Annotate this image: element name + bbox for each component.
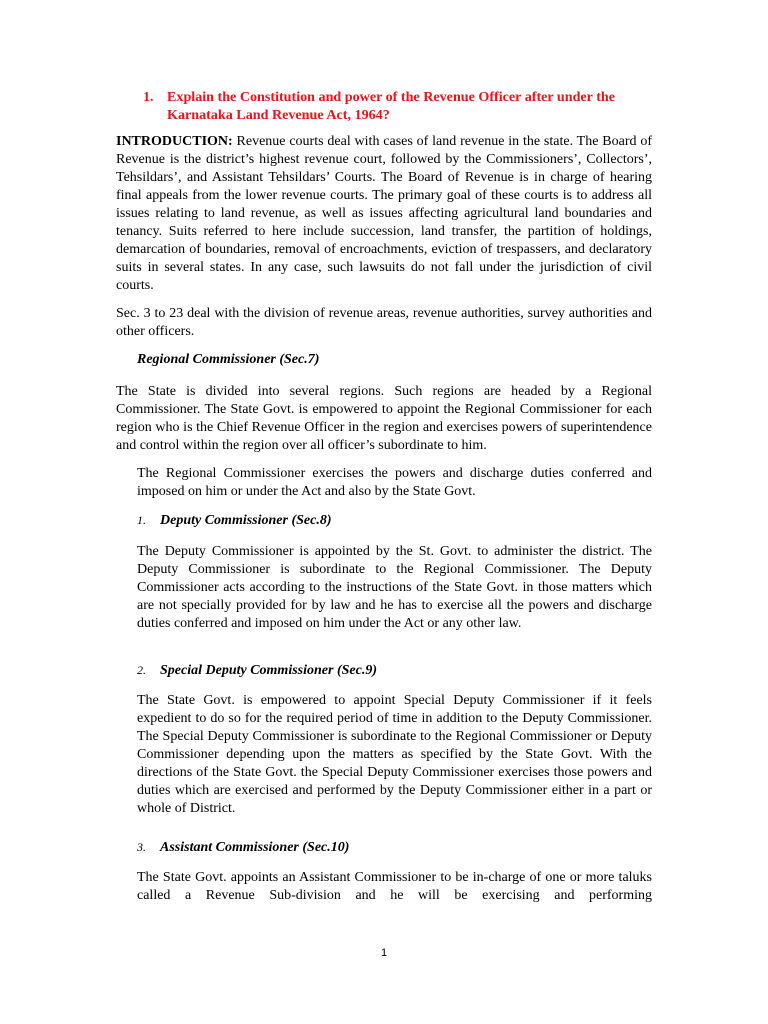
assistant-commissioner-heading (137, 838, 349, 857)
special-deputy-commissioner-title: Special Deputy Commissioner (Sec.9) (160, 663, 377, 678)
deputy-commissioner-title: Deputy Commissioner (Sec.8) (160, 513, 332, 528)
special-deputy-commissioner-heading (137, 661, 377, 680)
assistant-commissioner-number: 3. (137, 840, 146, 854)
question-number: 1. (143, 89, 154, 105)
question-text: Explain the Constitution and power of the Revenue Officer after under the Karnataka Land Revenue Act, 1964? (167, 89, 615, 123)
sections-intro-paragraph: Sec. 3 to 23 deal with the division of revenue areas, revenue authorities, survey authorities and other officers. (116, 306, 652, 339)
question-heading (143, 88, 653, 124)
assistant-commissioner-title: Assistant Commissioner (Sec.10) (160, 840, 350, 855)
assistant-commissioner-paragraph: The State Govt. appoints an Assistant Commissioner to be in-charge of one or more taluks called a Revenue Sub-division and he will be exercising and performing (137, 870, 652, 903)
regional-commissioner-paragraph-1: The State is divided into several regions. Such regions are headed by a Regional Commissioner. The State Govt. is empowered to appoint the Regional Commissioner for each region who is the Chief Revenue Officer in the region and exercises powers of superintendence and control within the region over all officer’s subordinate to him. (116, 384, 652, 453)
introduction-text: Revenue courts deal with cases of land revenue in the state. The Board of Revenue is the district’s highest revenue court, followed by the Commissioners’, Collectors’, Tehsildars’, and Assistant Tehsildars’ Courts. The Board of Revenue is in charge of hearing final appeals from the lower revenue courts. The primary goal of these courts is to address all issues relating to land revenue, as well as issues affecting agricultural land boundaries and tenancy. Suits referred to here include succession, land transfer, the partition of holdings, demarcation of boundaries, removal of encroachments, eviction of trespassers, and declaratory suits in several states. In any case, such lawsuits do not fall under the jurisdiction of civil courts. (116, 134, 652, 293)
introduction-paragraph (116, 133, 652, 295)
deputy-commissioner-number: 1. (137, 513, 146, 527)
special-deputy-commissioner-number: 2. (137, 663, 146, 677)
special-deputy-commissioner-paragraph: The State Govt. is empowered to appoint Special Deputy Commissioner if it feels expedient to do so for the required period of time in addition to the Deputy Commissioner. The Special Deputy Commissioner is subordinate to the Regional Commissioner or Deputy Commissioner depending upon the matters as specified by the State Govt. With the directions of the State Govt. the Special Deputy Commissioner exercises those powers and duties which are exercised and performed by the Deputy Commissioner either in a part or whole of District. (137, 693, 652, 816)
regional-commissioner-heading: Regional Commissioner (Sec.7) (137, 352, 320, 367)
deputy-commissioner-heading (137, 511, 332, 530)
introduction-label: INTRODUCTION: (116, 134, 233, 149)
regional-commissioner-paragraph-2: The Regional Commissioner exercises the powers and discharge duties conferred and imposed on him or under the Act and also by the State Govt. (137, 466, 652, 499)
deputy-commissioner-paragraph: The Deputy Commissioner is appointed by the St. Govt. to administer the district. The Deputy Commissioner is subordinate to the Regional Commissioner. The Deputy Commissioner acts according to the instructions of the State Govt. in those matters which are not specially provided for by law and he has to exercise all the powers and discharge duties conferred and imposed on him under the Act or any other law. (137, 544, 652, 631)
page-number: 1 (380, 947, 388, 959)
